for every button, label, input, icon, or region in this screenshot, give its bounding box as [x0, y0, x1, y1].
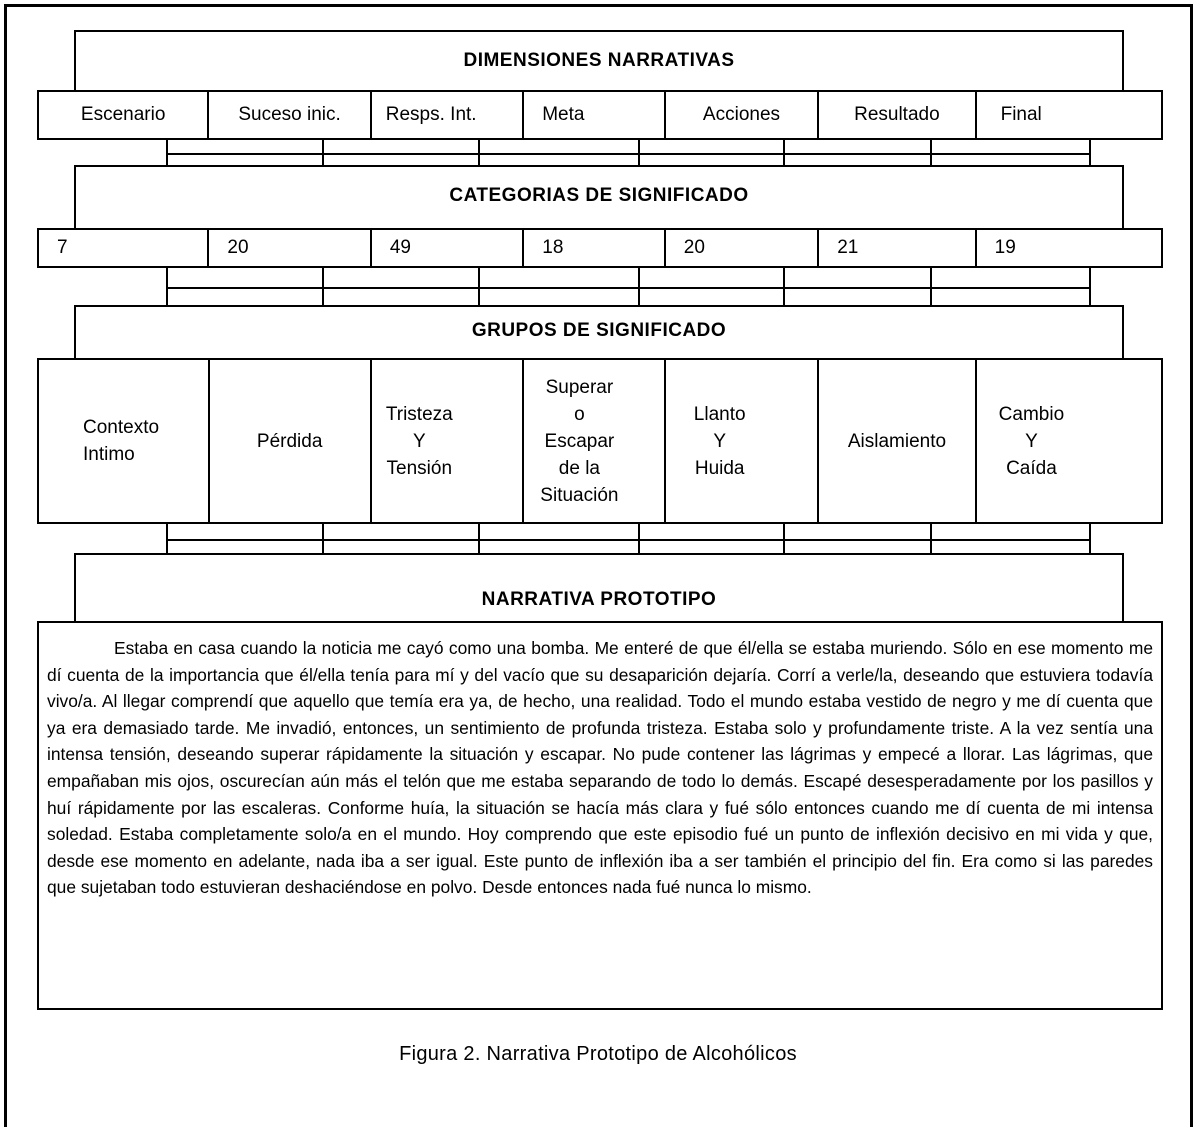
group-cell	[210, 360, 372, 522]
dimension-cell: Resps. Int.	[372, 92, 524, 138]
category-count-cell: 20	[666, 230, 819, 266]
group-cell	[372, 360, 524, 522]
group-label-line: Tensión	[386, 457, 453, 479]
narrative-box	[37, 621, 1163, 1010]
category-count-cell: 7	[39, 230, 209, 266]
group-label-line: Escapar	[544, 430, 615, 452]
group-label-line: Huida	[694, 457, 745, 479]
group-label	[386, 401, 453, 482]
dimensions-row	[37, 90, 1163, 140]
header-narrativa	[74, 553, 1124, 623]
group-label-line: Caída	[1006, 457, 1057, 479]
category-count-cell: 18	[524, 230, 666, 266]
figure-caption: Figura 2. Narrativa Prototipo de Alcohólicos	[399, 1043, 797, 1065]
header-dimensiones-label: DIMENSIONES NARRATIVAS	[463, 50, 735, 71]
dimension-cell: Acciones	[666, 92, 819, 138]
dimension-cell: Escenario	[39, 92, 209, 138]
group-label-line: de la	[558, 457, 600, 479]
header-dimensiones	[74, 30, 1124, 92]
group-cell	[39, 360, 210, 522]
header-grupos-label: GRUPOS DE SIGNIFICADO	[471, 320, 727, 341]
dimension-cell: Meta	[524, 92, 666, 138]
group-label-line: Pérdida	[256, 430, 323, 452]
narrative-text: Estaba en casa cuando la noticia me cayó como una bomba. Me enteré de que él/ella se estaba muriendo. Sólo en ese momento me dí cuenta de la importancia que él/ella tenía para mí y del vacío que su desaparición dejaría. Corrí a verle/la, deseando que estuviera todavía vivo/a. Al llegar comprendí que aquello que temía era ya, de hecho, una realidad. Todo el mundo estaba vestido de negro y me dí cuenta que ya era demasiado tarde. Me invadió, entonces, un sentimiento de profunda tristeza. Estaba solo y profundamente triste. A la vez sentía una intensa tensión, deseando superar rápidamente la situación y escapar. No pude contener las lágrimas y empecé a llorar. Las lágrimas, que empañaban mis ojos, oscurecían aún más el telón que me estaba separando de todo lo demás. Escapé desesperadamente por los pasillos y huí rápidamente por las escaleras. Conforme huía, la situación se hacía más clara y fué sólo entonces cuando me dí cuenta de mi intensa soledad. Estaba completamente solo/a en el mundo. Hoy comprendo que este episodio fué un punto de inflexión decisivo en mi vida y que, desde ese momento en adelante, nada iba a ser igual. Este punto de inflexión iba a ser también el principio del fin. Era como si las paredes que sujetaban todo estuvieran deshaciéndose en polvo. Desde entonces nada fué nunca lo mismo.	[47, 638, 1153, 898]
group-label-line: Contexto	[83, 417, 160, 438]
group-label	[999, 401, 1064, 482]
category-count-cell: 21	[819, 230, 976, 266]
group-label-line: Intimo	[83, 444, 135, 465]
group-label-line: Superar	[545, 376, 614, 398]
connector-horizontal	[166, 287, 1091, 289]
dimension-cell: Final	[1000, 104, 1042, 125]
group-label-line: Y	[412, 430, 426, 452]
group-label	[848, 428, 946, 455]
category-count-cell: 49	[372, 230, 524, 266]
dimension-cell: Suceso inic.	[209, 92, 371, 138]
group-cell	[977, 360, 1161, 522]
group-cell	[819, 360, 976, 522]
header-categorias	[74, 165, 1124, 230]
group-label	[83, 414, 159, 468]
header-categorias-label: CATEGORIAS DE SIGNIFICADO	[449, 185, 749, 206]
dimension-cell: Resultado	[819, 92, 976, 138]
group-cell	[666, 360, 820, 522]
category-count-cell: 19	[994, 237, 1016, 258]
group-label	[257, 428, 323, 455]
group-label-line: Cambio	[998, 403, 1065, 425]
group-label-line: Llanto	[693, 403, 746, 425]
categories-row	[37, 228, 1163, 268]
groups-row	[37, 358, 1163, 524]
header-narrativa-label: NARRATIVA PROTOTIPO	[481, 589, 717, 610]
group-label-line: Aislamiento	[847, 430, 947, 452]
group-label	[694, 401, 746, 482]
group-label-line: o	[574, 403, 585, 425]
group-label-line: Situación	[540, 484, 619, 506]
group-label-line: Tristeza	[385, 403, 453, 425]
group-cell	[524, 360, 666, 522]
group-label	[540, 374, 618, 509]
group-label-line: Y	[713, 430, 727, 452]
category-count-cell: 20	[209, 230, 371, 266]
connector-horizontal	[166, 153, 1091, 155]
connector-horizontal	[166, 539, 1091, 541]
header-grupos	[74, 305, 1124, 360]
group-label-line: Y	[1025, 430, 1038, 452]
